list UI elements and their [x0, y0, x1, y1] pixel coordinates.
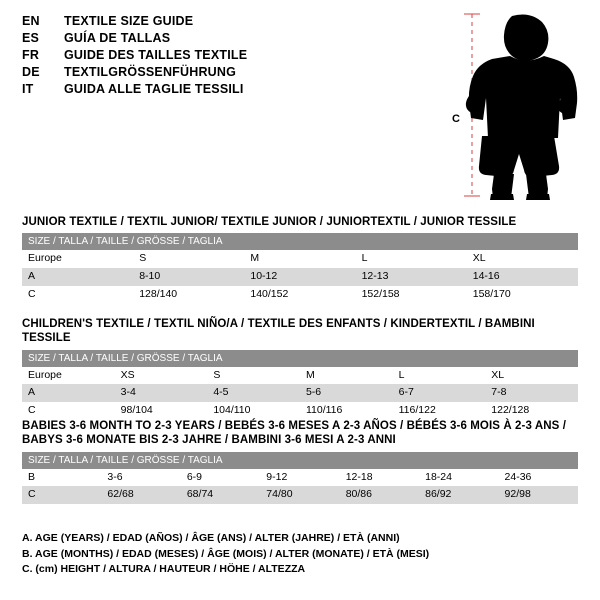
cell: 24-36 [499, 469, 578, 487]
legend-block [22, 531, 578, 578]
row-label: B [22, 469, 101, 487]
table-row [22, 268, 578, 286]
table-row [22, 286, 578, 304]
language-code: DE [22, 65, 40, 79]
cell: 18-24 [419, 469, 498, 487]
cell: 9-12 [260, 469, 339, 487]
cell: 8-10 [133, 268, 244, 286]
cell: 152/158 [356, 286, 467, 304]
cell: 122/128 [485, 402, 578, 420]
language-title: GUIDA ALLE TAGLIE TESSILI [64, 82, 244, 96]
cell: 12-13 [356, 268, 467, 286]
cell: 74/80 [260, 486, 339, 504]
cell: 62/68 [101, 486, 180, 504]
toddler-silhouette-icon [450, 8, 590, 203]
language-title: TEXTILE SIZE GUIDE [64, 14, 194, 28]
table-row [22, 384, 578, 402]
cell: S [133, 250, 244, 268]
language-row [22, 82, 442, 96]
legend-line-b: B. AGE (MONTHS) / EDAD (MESES) / ÂGE (MOIS) / ALTER (MONATE) / ETÀ (MESI) [22, 547, 430, 560]
cell: XS [115, 367, 208, 385]
size-header-label: SIZE / TALLA / TAILLE / GRÖSSE / TAGLIA [22, 452, 578, 469]
section-babies-textile [22, 419, 578, 504]
cell: 80/86 [340, 486, 419, 504]
section-junior-textile [22, 215, 578, 303]
cell: 7-8 [485, 384, 578, 402]
cell: M [244, 250, 355, 268]
cell: 98/104 [115, 402, 208, 420]
language-title-block [22, 14, 442, 99]
row-label: Europe [22, 250, 133, 268]
language-code: ES [22, 31, 40, 45]
section-title: CHILDREN'S TEXTILE / TEXTIL NIÑO/A / TEXTILE DES ENFANTS / KINDERTEXTIL / BAMBINI TESSILE [22, 318, 535, 345]
cell: 3-4 [115, 384, 208, 402]
language-code: EN [22, 14, 40, 28]
cell: 128/140 [133, 286, 244, 304]
legend-line-c: C. (cm) HEIGHT / ALTURA / HAUTEUR / HÖHE / ALTEZZA [22, 563, 306, 576]
cell: 12-18 [340, 469, 419, 487]
row-label: C [22, 486, 101, 504]
section-childrens-textile [22, 317, 578, 420]
junior-size-table [22, 233, 578, 303]
cell: 5-6 [300, 384, 393, 402]
cell: 116/122 [393, 402, 486, 420]
cell: 4-5 [207, 384, 300, 402]
row-label: Europe [22, 367, 115, 385]
cell: 140/152 [244, 286, 355, 304]
height-measure-label: C [452, 113, 460, 125]
row-label: C [22, 402, 115, 420]
cell: 110/116 [300, 402, 393, 420]
table-row [22, 402, 578, 420]
section-title: JUNIOR TEXTILE / TEXTIL JUNIOR/ TEXTILE JUNIOR / JUNIORTEXTIL / JUNIOR TESSILE [22, 216, 517, 228]
language-row [22, 31, 442, 45]
table-row [22, 469, 578, 487]
table-row [22, 367, 578, 385]
cell: M [300, 367, 393, 385]
row-label: A [22, 384, 115, 402]
legend-line-a: A. AGE (YEARS) / EDAD (AÑOS) / ÂGE (ANS) / ALTER (JAHRE) / ETÀ (ANNI) [22, 531, 400, 544]
cell: 68/74 [181, 486, 260, 504]
language-code: IT [22, 82, 34, 96]
language-row [22, 14, 442, 28]
children-size-table [22, 350, 578, 420]
cell: L [356, 250, 467, 268]
cell: L [393, 367, 486, 385]
table-row [22, 250, 578, 268]
language-title: TEXTILGRÖSSENFÜHRUNG [64, 65, 237, 79]
language-code: FR [22, 48, 40, 62]
language-row [22, 65, 442, 79]
table-header-row [22, 233, 578, 250]
table-header-row [22, 350, 578, 367]
language-title: GUÍA DE TALLAS [64, 31, 171, 45]
language-row [22, 48, 442, 62]
cell: XL [467, 250, 578, 268]
cell: 86/92 [419, 486, 498, 504]
cell: 158/170 [467, 286, 578, 304]
cell: 92/98 [499, 486, 578, 504]
cell: XL [485, 367, 578, 385]
cell: 14-16 [467, 268, 578, 286]
child-silhouette-figure [450, 8, 590, 203]
cell: 6-7 [393, 384, 486, 402]
size-header-label: SIZE / TALLA / TAILLE / GRÖSSE / TAGLIA [22, 233, 578, 250]
row-label: A [22, 268, 133, 286]
cell: 10-12 [244, 268, 355, 286]
table-row [22, 486, 578, 504]
babies-size-table [22, 452, 578, 504]
cell: S [207, 367, 300, 385]
cell: 3-6 [101, 469, 180, 487]
row-label: C [22, 286, 133, 304]
cell: 6-9 [181, 469, 260, 487]
cell: 104/110 [207, 402, 300, 420]
section-title: BABIES 3-6 MONTH TO 2-3 YEARS / BEBÉS 3-6 MESES A 2-3 AÑOS / BÉBÉS 3-6 MOIS À 2-3 ANS / BABYS 3-6 MONATE BIS 2-3 JAHRE / BAMBINI 3-6 MESI A 2-3 ANNI [22, 420, 566, 447]
table-header-row [22, 452, 578, 469]
size-header-label: SIZE / TALLA / TAILLE / GRÖSSE / TAGLIA [22, 350, 578, 367]
language-title: GUIDE DES TAILLES TEXTILE [64, 48, 248, 62]
